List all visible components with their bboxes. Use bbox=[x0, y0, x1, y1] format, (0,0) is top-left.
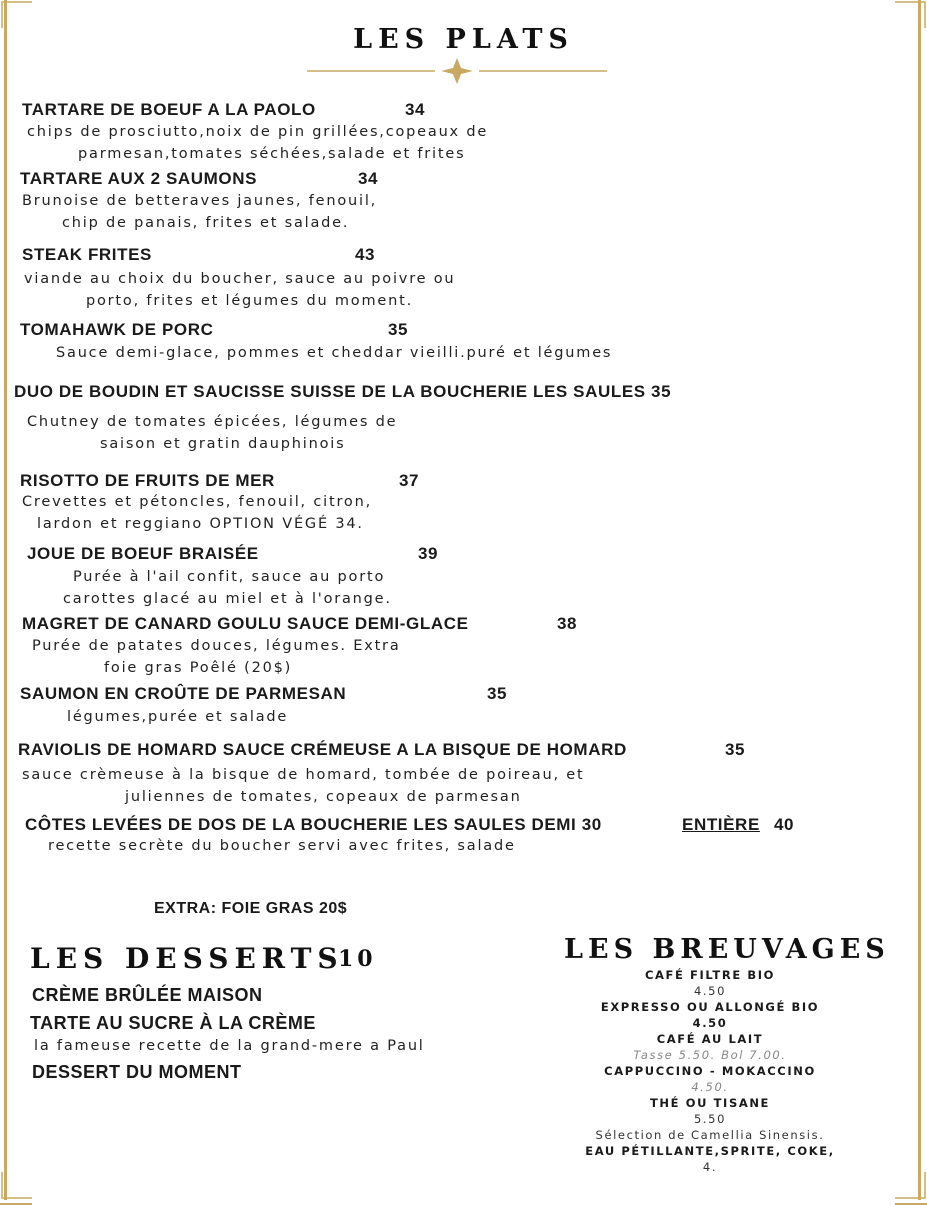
dish-desc: carottes glacé au miel et à l'orange. bbox=[63, 591, 392, 607]
beverage-name: CAFÉ AU LAIT bbox=[656, 1032, 764, 1046]
beverage-name: EXPRESSO OU ALLONGÉ BIO bbox=[600, 1000, 820, 1014]
right-border bbox=[918, 0, 921, 1200]
star-divider-icon bbox=[307, 58, 607, 84]
dish-name: TOMAHAWK DE PORC bbox=[20, 320, 214, 339]
beverage-name: EAU PÉTILLANTE,SPRITE, COKE, bbox=[585, 1144, 835, 1158]
beverage-price: 4.50 bbox=[693, 984, 726, 998]
beverage-price: 4. bbox=[702, 1160, 718, 1174]
beverage-price: 4.50 bbox=[692, 1016, 728, 1030]
dish-desc: Crevettes et pétoncles, fenouil, citron, bbox=[22, 494, 372, 510]
dish-desc: chips de prosciutto,noix de pin grillées,copeaux de bbox=[27, 124, 489, 140]
dish-name: DUO DE BOUDIN ET SAUCISSE SUISSE DE LA BOUCHERIE LES SAULES 35 bbox=[14, 382, 672, 401]
dish-price: 38 bbox=[557, 614, 578, 633]
dish-desc: juliennes de tomates, copeaux de parmesan bbox=[125, 789, 522, 805]
dish-name: STEAK FRITES bbox=[22, 245, 152, 264]
dish-price: 35 bbox=[725, 740, 746, 759]
corner-ornament-icon bbox=[0, 1170, 34, 1206]
dish-desc: recette secrète du boucher servi avec frites, salade bbox=[48, 838, 516, 854]
page-title: LES PLATS bbox=[353, 24, 574, 55]
dish-price-label: ENTIÈRE bbox=[682, 815, 760, 834]
desserts-heading: LES DESSERTS bbox=[30, 942, 344, 975]
dessert-note: la fameuse recette de la grand-mere a Paul bbox=[34, 1038, 425, 1054]
dish-desc: parmesan,tomates séchées,salade et frites bbox=[78, 146, 466, 162]
dish-desc: lardon et reggiano OPTION VÉGÉ 34. bbox=[37, 516, 364, 532]
dish-price: 34 bbox=[358, 169, 379, 188]
dish-desc: Brunoise de betteraves jaunes, fenouil, bbox=[22, 193, 378, 209]
dish-name: TARTARE DE BOEUF A LA PAOLO bbox=[22, 100, 316, 119]
dish-name: SAUMON EN CROÛTE DE PARMESAN bbox=[20, 684, 347, 703]
desserts-price: 10 bbox=[338, 946, 377, 972]
extra-note: EXTRA: FOIE GRAS 20$ bbox=[154, 900, 348, 917]
beverage-note: Sélection de Camellia Sinensis. bbox=[595, 1128, 825, 1142]
dish-name: RAVIOLIS DE HOMARD SAUCE CRÉMEUSE A LA BISQUE DE HOMARD bbox=[18, 740, 627, 759]
dish-desc: Purée à l'ail confit, sauce au porto bbox=[73, 569, 386, 585]
beverage-price: 5.50 bbox=[693, 1112, 726, 1126]
dish-name: CÔTES LEVÉES DE DOS DE LA BOUCHERIE LES SAULES DEMI 30 bbox=[25, 815, 602, 834]
dish-name: TARTARE AUX 2 SAUMONS bbox=[20, 169, 258, 188]
dish-price: 39 bbox=[418, 544, 439, 563]
corner-ornament-icon bbox=[893, 1170, 927, 1206]
left-border bbox=[4, 0, 7, 1200]
dish-desc: chip de panais, frites et salade. bbox=[62, 215, 350, 231]
dish-desc: foie gras Poêlé (20$) bbox=[104, 660, 293, 676]
dish-name: JOUE DE BOEUF BRAISÉE bbox=[27, 544, 259, 563]
dish-price: 40 bbox=[774, 815, 795, 834]
dish-desc: Chutney de tomates épicées, légumes de bbox=[27, 414, 398, 430]
beverage-price: 4.50. bbox=[691, 1080, 729, 1094]
dessert-item: CRÈME BRÛLÉE MAISON bbox=[32, 985, 263, 1005]
dish-price: 43 bbox=[355, 245, 376, 264]
beverage-price: Tasse 5.50. Bol 7.00. bbox=[633, 1048, 787, 1062]
dish-price: 35 bbox=[388, 320, 409, 339]
dish-desc: légumes,purée et salade bbox=[67, 709, 289, 725]
dish-desc: Sauce demi-glace, pommes et cheddar vieilli.puré et légumes bbox=[56, 345, 613, 361]
dish-desc: porto, frites et légumes du moment. bbox=[86, 293, 413, 309]
dish-desc: saison et gratin dauphinois bbox=[100, 436, 346, 452]
dish-price: 37 bbox=[399, 471, 420, 490]
dish-name: RISOTTO DE FRUITS DE MER bbox=[20, 471, 275, 490]
dish-desc: viande au choix du boucher, sauce au poivre ou bbox=[24, 271, 456, 287]
dish-price: 35 bbox=[487, 684, 508, 703]
beverage-name: THÉ OU TISANE bbox=[649, 1096, 771, 1110]
dish-name: MAGRET DE CANARD GOULU SAUCE DEMI-GLACE bbox=[22, 614, 469, 633]
dish-price: 34 bbox=[405, 100, 426, 119]
beverage-name: CAFÉ FILTRE BIO bbox=[645, 968, 775, 982]
dessert-item: TARTE AU SUCRE À LA CRÈME bbox=[30, 1013, 316, 1033]
breuvages-heading: LES BREUVAGES bbox=[564, 934, 890, 965]
dessert-item: DESSERT DU MOMENT bbox=[32, 1062, 242, 1082]
dish-desc: Purée de patates douces, légumes. Extra bbox=[32, 638, 401, 654]
beverage-name: CAPPUCCINO - MOKACCINO bbox=[604, 1064, 816, 1078]
dish-desc: sauce crèmeuse à la bisque de homard, tombée de poireau, et bbox=[22, 767, 585, 783]
